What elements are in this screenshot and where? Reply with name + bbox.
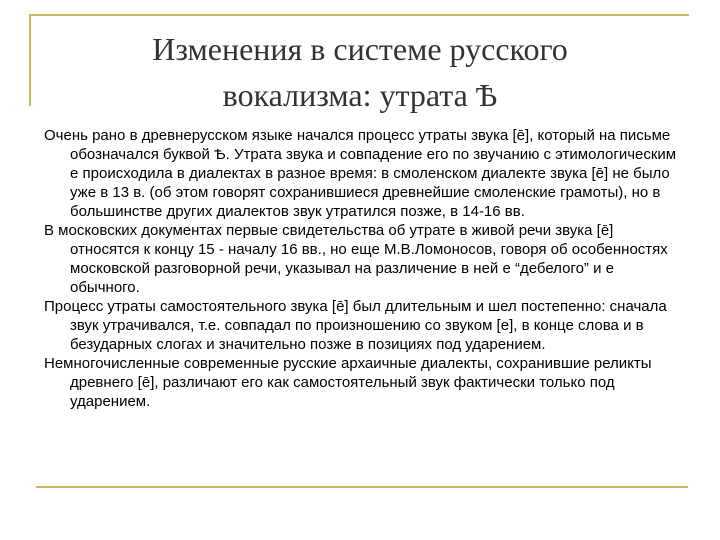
- decorative-top-line: [29, 14, 689, 16]
- slide-title-line-2: вокализма: утрата Ѣ: [222, 77, 498, 113]
- decorative-vertical-line: [29, 14, 31, 106]
- slide-title-line-1: Изменения в системе русского: [152, 31, 568, 67]
- slide-title: [60, 26, 660, 118]
- decorative-bottom-line: [36, 486, 688, 488]
- body-paragraph-2: В московских документах первые свидетельства об утрате в живой речи звука [ē] относятся к концу 15 - началу 16 вв., но еще М.В.Ломоносов, говоря об особенностях московской разговорной речи, указывал на различение в ней е “дебелого” и е обычного.: [44, 222, 668, 296]
- body-paragraph-1: Очень рано в древнерусском языке начался процесс утраты звука [ē], который на письме обозначался буквой Ѣ. Утрата звука и совпадение его по звучанию с этимологическим е происходила в диалектах в разное время: в смоленском диалекте звука [ē] не было уже в 13 в. (об этом говорят сохранившиеся древнейшие смоленские грамоты), но в большинстве других диалектов звук утратился позже, в 14-16 вв.: [44, 127, 677, 220]
- body-paragraph-3: Процесс утраты самостоятельного звука [ē] был длительным и шел постепенно: сначала звук утрачивался, т.е. совпадал по произношению со звуком [е], в конце слова и в безударных слогах и значительно позже в позициях под ударением.: [44, 298, 667, 353]
- slide-body: [44, 126, 684, 411]
- body-paragraph-4: Немногочисленные современные русские архаичные диалекты, сохранившие реликты древнего [ē], различают его как самостоятельный звук фактически только под ударением.: [44, 355, 652, 410]
